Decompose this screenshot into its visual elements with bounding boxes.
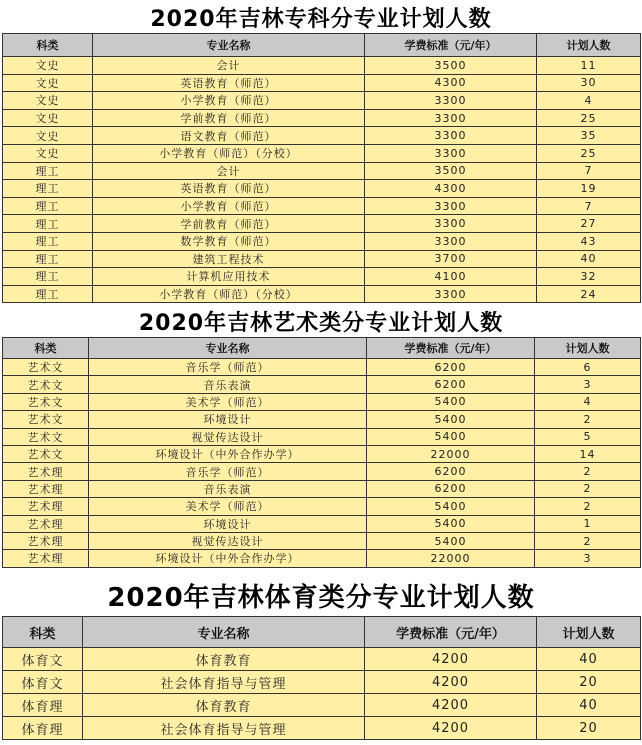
category-cell: 文史 <box>3 109 93 127</box>
tuition-cell: 4200 <box>365 694 537 717</box>
plan-count-cell: 2 <box>535 480 641 497</box>
major-name-cell: 音乐表演 <box>89 376 367 393</box>
plan-count-cell: 7 <box>537 162 641 180</box>
major-name-cell: 视觉传达设计 <box>89 532 367 549</box>
tuition-cell: 5400 <box>367 393 535 410</box>
plan-count-cell: 43 <box>537 232 641 250</box>
category-cell: 艺术文 <box>3 411 89 428</box>
column-header-plan-count: 计划人数 <box>535 338 641 359</box>
tuition-cell: 4200 <box>365 648 537 671</box>
tuition-cell: 3300 <box>365 127 537 145</box>
category-cell: 理工 <box>3 162 93 180</box>
category-cell: 艺术文 <box>3 428 89 445</box>
major-name-cell: 环境设计 <box>89 515 367 532</box>
tuition-cell: 6200 <box>367 376 535 393</box>
major-name-cell: 音乐学（师范） <box>89 463 367 480</box>
header-row <box>3 617 641 648</box>
major-name-cell: 社会体育指导与管理 <box>83 671 365 694</box>
table-row <box>3 162 641 180</box>
major-name-cell: 音乐学（师范） <box>89 359 367 376</box>
plan-count-cell: 2 <box>535 463 641 480</box>
major-name-cell: 语文教育（师范） <box>93 127 365 145</box>
table-row <box>3 694 641 717</box>
major-name-cell: 英语教育（师范） <box>93 180 365 198</box>
major-name-cell: 体育教育 <box>83 648 365 671</box>
category-cell: 体育文 <box>3 648 83 671</box>
table-row <box>3 463 641 480</box>
column-header-tuition: 学费标准（元/年） <box>365 34 537 57</box>
major-name-cell: 体育教育 <box>83 694 365 717</box>
category-cell: 艺术文 <box>3 376 89 393</box>
plan-count-cell: 6 <box>535 359 641 376</box>
tuition-cell: 4300 <box>365 74 537 92</box>
major-name-cell: 学前教育（师范） <box>93 215 365 233</box>
column-header-major-name: 专业名称 <box>93 34 365 57</box>
column-header-major-name: 专业名称 <box>83 617 365 648</box>
section-title-sports: 2020年吉林体育类分专业计划人数 <box>107 583 535 613</box>
table-row <box>3 411 641 428</box>
plan-count-cell: 32 <box>537 268 641 286</box>
major-name-cell: 计算机应用技术 <box>93 268 365 286</box>
major-name-cell: 小学教育（师范） <box>93 92 365 110</box>
table-row <box>3 197 641 215</box>
table-row <box>3 285 641 303</box>
tuition-cell: 3300 <box>365 109 537 127</box>
plan-count-cell: 2 <box>535 411 641 428</box>
category-cell: 理工 <box>3 285 93 303</box>
plan-count-cell: 25 <box>537 109 641 127</box>
category-cell: 理工 <box>3 197 93 215</box>
category-cell: 艺术理 <box>3 463 89 480</box>
category-cell: 文史 <box>3 144 93 162</box>
plan-count-cell: 27 <box>537 215 641 233</box>
tuition-cell: 3300 <box>365 144 537 162</box>
tuition-cell: 3300 <box>365 92 537 110</box>
category-cell: 艺术理 <box>3 550 89 567</box>
plan-count-cell: 3 <box>535 376 641 393</box>
table-row <box>3 232 641 250</box>
section-title-art: 2020年吉林艺术类分专业计划人数 <box>138 311 504 336</box>
column-header-tuition: 学费标准（元/年） <box>367 338 535 359</box>
plan-count-cell: 3 <box>535 550 641 567</box>
header-row <box>3 34 641 57</box>
table-row <box>3 671 641 694</box>
plan-count-cell: 19 <box>537 180 641 198</box>
plan-count-cell: 2 <box>535 532 641 549</box>
category-cell: 艺术文 <box>3 359 89 376</box>
column-header-category: 科类 <box>3 34 93 57</box>
tuition-cell: 5400 <box>367 515 535 532</box>
column-header-plan-count: 计划人数 <box>537 34 641 57</box>
plan-count-cell: 2 <box>535 498 641 515</box>
major-name-cell: 学前教育（师范） <box>93 109 365 127</box>
category-cell: 文史 <box>3 74 93 92</box>
tuition-cell: 4300 <box>365 180 537 198</box>
column-header-category: 科类 <box>3 617 83 648</box>
major-name-cell: 音乐表演 <box>89 480 367 497</box>
category-cell: 体育文 <box>3 671 83 694</box>
major-name-cell: 环境设计（中外合作办学） <box>89 550 367 567</box>
category-cell: 艺术文 <box>3 393 89 410</box>
major-name-cell: 社会体育指导与管理 <box>83 717 365 740</box>
plan-count-cell: 4 <box>537 92 641 110</box>
category-cell: 理工 <box>3 180 93 198</box>
section-title-specialty: 2020年吉林专科分专业计划人数 <box>150 7 492 32</box>
table-row <box>3 57 641 75</box>
plan-count-cell: 30 <box>537 74 641 92</box>
tuition-cell: 4200 <box>365 717 537 740</box>
tuition-cell: 3500 <box>365 57 537 75</box>
tuition-cell: 3300 <box>365 285 537 303</box>
tuition-cell: 4100 <box>365 268 537 286</box>
table-row <box>3 92 641 110</box>
category-cell: 理工 <box>3 232 93 250</box>
tuition-cell: 5400 <box>367 411 535 428</box>
plan-count-cell: 11 <box>537 57 641 75</box>
category-cell: 理工 <box>3 268 93 286</box>
plan-count-cell: 20 <box>537 671 641 694</box>
table-row <box>3 515 641 532</box>
header-row <box>3 338 641 359</box>
table-row <box>3 480 641 497</box>
category-cell: 艺术文 <box>3 445 89 462</box>
tuition-cell: 3300 <box>365 197 537 215</box>
table-row <box>3 648 641 671</box>
category-cell: 文史 <box>3 127 93 145</box>
category-cell: 体育理 <box>3 717 83 740</box>
table-row <box>3 393 641 410</box>
major-name-cell: 数学教育（师范） <box>93 232 365 250</box>
major-name-cell: 英语教育（师范） <box>93 74 365 92</box>
plan-count-cell: 40 <box>537 250 641 268</box>
plan-count-cell: 4 <box>535 393 641 410</box>
tuition-cell: 3300 <box>365 215 537 233</box>
plan-count-cell: 40 <box>537 648 641 671</box>
major-name-cell: 小学教育（师范）（分校） <box>93 144 365 162</box>
table-row <box>3 144 641 162</box>
tuition-cell: 3500 <box>365 162 537 180</box>
column-header-tuition: 学费标准（元/年） <box>365 617 537 648</box>
table-row <box>3 109 641 127</box>
major-name-cell: 美术学（师范） <box>89 393 367 410</box>
plan-count-cell: 5 <box>535 428 641 445</box>
table-row <box>3 180 641 198</box>
category-cell: 艺术理 <box>3 532 89 549</box>
column-header-major-name: 专业名称 <box>89 338 367 359</box>
plan-count-cell: 7 <box>537 197 641 215</box>
plan-count-cell: 40 <box>537 694 641 717</box>
plan-count-cell: 1 <box>535 515 641 532</box>
table-art <box>2 337 641 568</box>
table-sports <box>2 616 641 740</box>
major-name-cell: 环境设计（中外合作办学） <box>89 445 367 462</box>
tuition-cell: 5400 <box>367 428 535 445</box>
major-name-cell: 建筑工程技术 <box>93 250 365 268</box>
category-cell: 理工 <box>3 250 93 268</box>
major-name-cell: 小学教育（师范） <box>93 197 365 215</box>
table-row <box>3 717 641 740</box>
major-name-cell: 会计 <box>93 162 365 180</box>
table-row <box>3 250 641 268</box>
tuition-cell: 3300 <box>365 232 537 250</box>
tuition-cell: 5400 <box>367 532 535 549</box>
plan-count-cell: 25 <box>537 144 641 162</box>
table-row <box>3 376 641 393</box>
category-cell: 艺术理 <box>3 515 89 532</box>
table-row <box>3 215 641 233</box>
tuition-cell: 22000 <box>367 445 535 462</box>
plan-count-cell: 24 <box>537 285 641 303</box>
plan-count-cell: 20 <box>537 717 641 740</box>
major-name-cell: 会计 <box>93 57 365 75</box>
category-cell: 文史 <box>3 57 93 75</box>
category-cell: 文史 <box>3 92 93 110</box>
table-row <box>3 532 641 549</box>
tuition-cell: 5400 <box>367 498 535 515</box>
major-name-cell: 视觉传达设计 <box>89 428 367 445</box>
table-row <box>3 550 641 567</box>
table-row <box>3 445 641 462</box>
major-name-cell: 美术学（师范） <box>89 498 367 515</box>
plan-count-cell: 14 <box>535 445 641 462</box>
table-row <box>3 127 641 145</box>
tuition-cell: 3700 <box>365 250 537 268</box>
category-cell: 艺术理 <box>3 498 89 515</box>
column-header-plan-count: 计划人数 <box>537 617 641 648</box>
tuition-cell: 6200 <box>367 463 535 480</box>
major-name-cell: 小学教育（师范）（分校） <box>93 285 365 303</box>
table-row <box>3 74 641 92</box>
plan-count-cell: 35 <box>537 127 641 145</box>
table-specialty <box>2 33 641 303</box>
table-row <box>3 268 641 286</box>
category-cell: 艺术理 <box>3 480 89 497</box>
table-row <box>3 428 641 445</box>
tuition-cell: 6200 <box>367 359 535 376</box>
category-cell: 理工 <box>3 215 93 233</box>
tuition-cell: 22000 <box>367 550 535 567</box>
tuition-cell: 6200 <box>367 480 535 497</box>
table-row <box>3 498 641 515</box>
major-name-cell: 环境设计 <box>89 411 367 428</box>
category-cell: 体育理 <box>3 694 83 717</box>
table-row <box>3 359 641 376</box>
column-header-category: 科类 <box>3 338 89 359</box>
tuition-cell: 4200 <box>365 671 537 694</box>
